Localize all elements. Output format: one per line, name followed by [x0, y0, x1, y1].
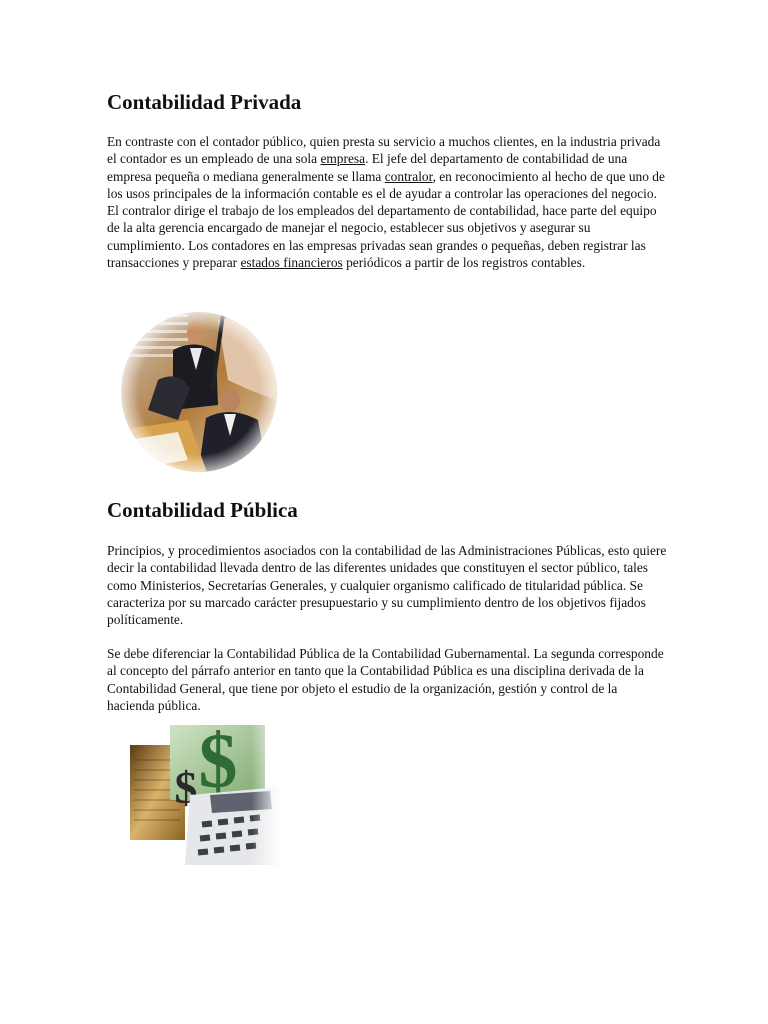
- dollar-calculator-image: [130, 725, 282, 865]
- paragraph-contabilidad-publica-1: Principios, y procedimientos asociados con la contabilidad de las Administraciones Públicas, esto quiere decir la contabilidad llevada dentro de las diferentes unidades que constituyen el sector público, tales como Ministerios, Secretarías Generales, y cualquier organismo calificado de titularidad pública. Se caracteriza por su marcado carácter presupuestario y su cumplimiento dentro de los objetivos fijados políticamente.: [107, 543, 667, 628]
- paragraph-text: periódicos a partir de los registros contables.: [342, 255, 586, 271]
- paragraph-text: , en reconocimiento al hecho de que uno de los usos principales de la información contable es el de ayudar a controlar las operaciones del negocio. El contralor dirige el trabajo de los empleados del departamento de contabilidad, hace parte del equipo de la alta gerencia encargado de manejar el negocio, establecer sus objetivos y asegurar su cumplimiento. Los contadores en las empresas privadas sean grandes o pequeñas, deben registrar las transacciones y preparar: [107, 168, 665, 271]
- section-title-contabilidad-publica: Contabilidad Pública: [107, 498, 298, 522]
- paragraph-text: En contraste con el contador público, quien presta su servicio a muchos clientes, en la industria privada el contador es un empleado de una sola: [107, 134, 661, 167]
- link-empresa[interactable]: empresa: [320, 151, 366, 167]
- link-estados-financieros[interactable]: estados financieros: [240, 255, 343, 271]
- paragraph-contabilidad-publica-2: Se debe diferenciar la Contabilidad Pública de la Contabilidad Gubernamental. La segunda corresponde al concepto del párrafo anterior en tanto que la Contabilidad Pública es una disciplina derivada de la Contabilidad General, que tiene por objeto el estudio de la organización, gestión y control de la hacienda pública.: [107, 646, 664, 713]
- paragraph-text: . El jefe del departamento de contabilidad de una empresa pequeña o mediana generalmente se llama: [107, 151, 628, 184]
- section-title-contabilidad-privada: Contabilidad Privada: [107, 90, 302, 114]
- business-people-image: [118, 310, 280, 475]
- paragraph-contabilidad-privada: [107, 133, 667, 271]
- link-contralor[interactable]: contralor: [384, 168, 433, 184]
